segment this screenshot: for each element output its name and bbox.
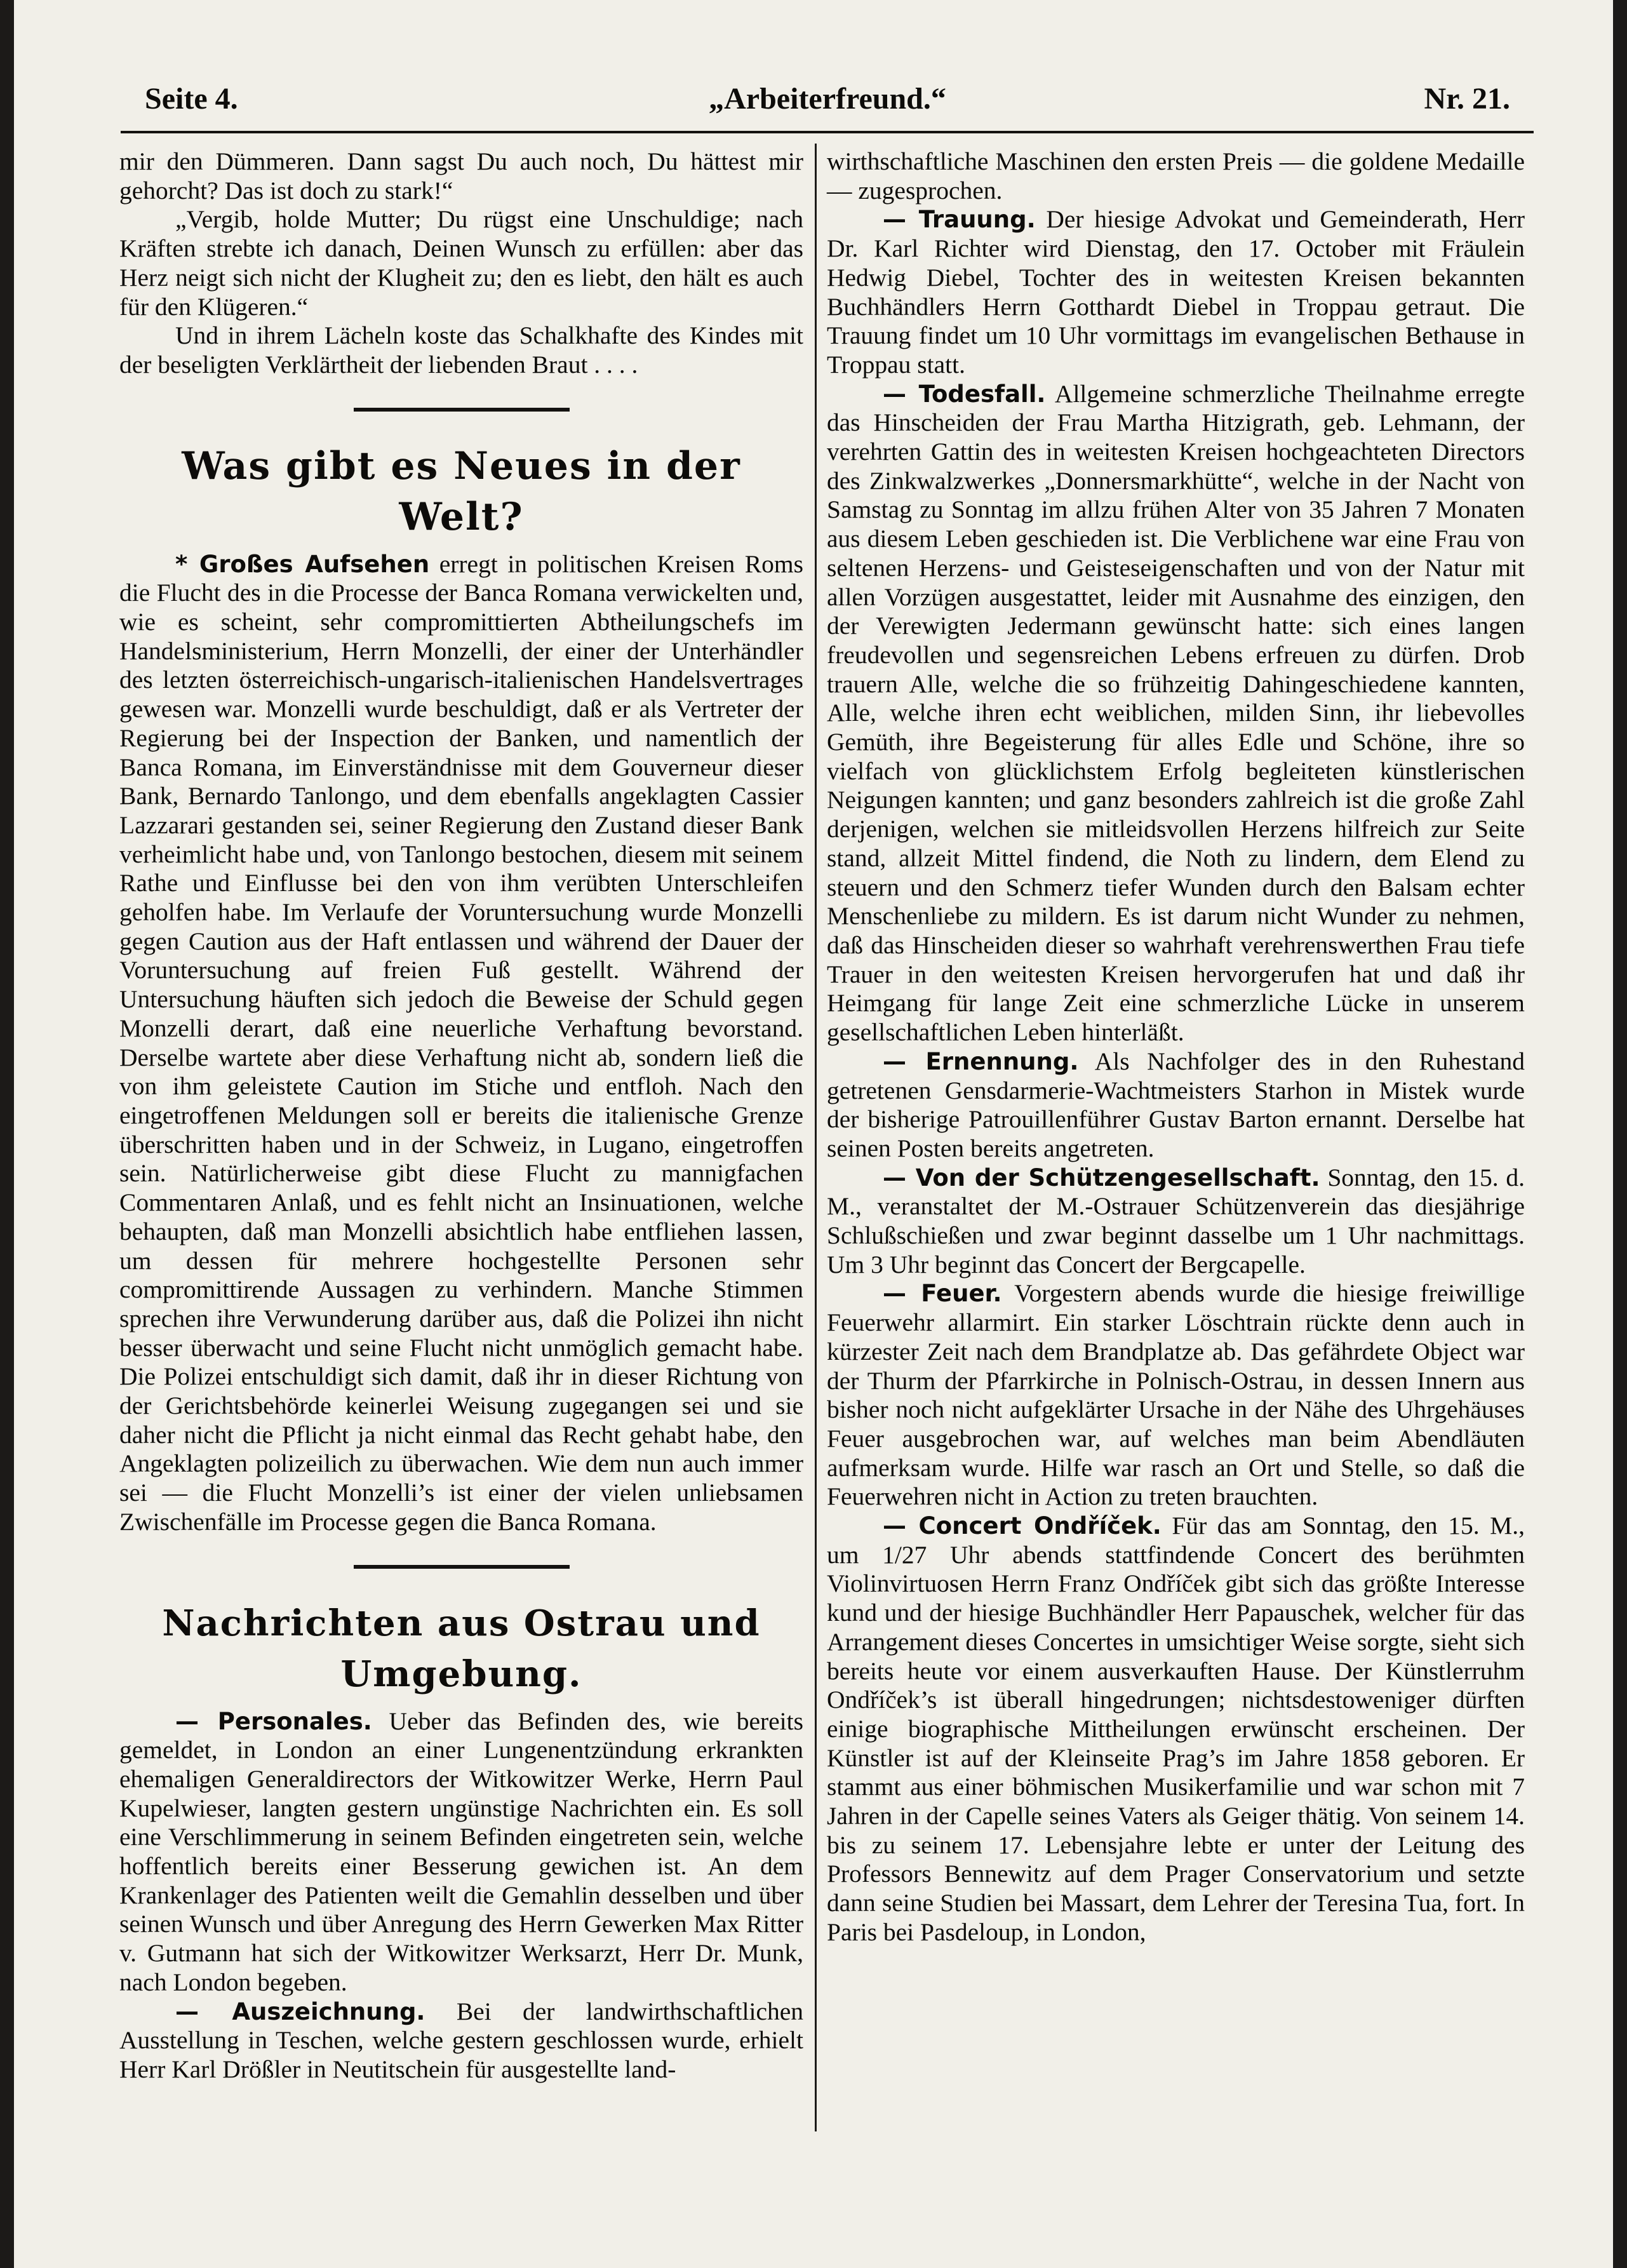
- left-column: [119, 147, 803, 2084]
- story-paragraph: „Vergib, holde Mutter; Du rügst eine Unschuldige; nach Kräften strebte ich danach, Deinen Wunsch zu erfüllen: aber das Herz neigt sich nicht der Klugheit zu; den es liebt, den hält es auch für den Klügeren.“: [119, 205, 803, 321]
- news-item: [827, 1164, 1525, 1280]
- news-item-keyword: — Trauung.: [883, 206, 1036, 234]
- news-item-keyword: — Todesfall.: [883, 380, 1046, 408]
- news-item: [119, 1997, 803, 2084]
- news-item-text: Sonntag, den 15. d. M., veranstaltet der M.-Ostrauer Schützenverein das diesjährige Schlußschießen und zwar beginnt dasselbe um 1 Uhr nachmittags. Um 3 Uhr beginnt das Concert der Bergcapelle.: [827, 1163, 1525, 1278]
- news-item-keyword: * Großes Aufsehen: [175, 550, 430, 578]
- section-title-local-news: Nachrichten aus Ostrau und Umgebung.: [162, 1602, 761, 1695]
- news-item-text: Für das am Sonntag, den 15. M., um 1/27 Uhr abends stattfindende Concert des berühmten Violinvirtuosen Herrn Franz Ondříček gibt sich das größte Interesse kund und der hiesige Buchhändler Herr Papauschek, welcher für das Arrangement dieses Concertes in umsichtiger Weise sorgte, sieht sich bereits heute vor einem ausverkauften Hause. Der Künstlerruhm Ondříček’s ist überall hingedrungen; nichtsdestoweniger dürften einige biographische Mittheilungen erwünscht erscheinen. Der Künstler ist auf der Kleinseite Prag’s im Jahre 1858 geboren. Er stammt aus einer böhmischen Musikerfamilie und war schon mit 7 Jahren in der Capelle seines Vaters als Geiger thätig. Von seinem 14. bis zu seinem 17. Lebensjahre lebte er unter der Leitung des Professors Bennewitz auf dem Prager Conservatorium und setzte dann seine Studien bei Massart, dem Lehrer der Teresina Tua, fort. In Paris bei Pasdeloup, in London,: [827, 1512, 1525, 1946]
- column-divider: [815, 144, 817, 2131]
- story-paragraph: Und in ihrem Lächeln koste das Schalkhafte des Kindes mit der beseligten Verklärtheit der liebenden Braut . . . .: [119, 321, 803, 379]
- story-paragraph: mir den Dümmeren. Dann sagst Du auch noch, Du hättest mir gehorcht? Das ist doch zu stark!“: [119, 147, 803, 205]
- news-item: [119, 550, 803, 1537]
- news-item: [827, 1512, 1525, 1947]
- section-title-world-news: Was gibt es Neues in der Welt?: [182, 443, 741, 539]
- news-item-text: erregt in politischen Kreisen Roms die Flucht des in die Processe der Banca Romana verwickelten und, wie es scheint, sehr compromittierten Abtheilungschefs im Handelsministerium, Herrn Monzelli, der einer der Unterhändler des letzten österreichisch-ungarisch-italienischen Handelsvertrages gewesen war. Monzelli wurde beschuldigt, daß er als Vertreter der Regierung bei der Inspection der Banken, und namentlich der Banca Romana, im Einverständnisse mit dem Gouverneur dieser Bank, Bernardo Tanlongo, und dem ebenfalls angeklagten Cassier Lazzarari gestanden sei, seiner Regierung den Zustand dieser Bank verheimlicht habe und, von Tanlongo bestochen, diesem mit seinem Rathe und Einflusse bei den von ihm verübten Unterschleifen geholfen habe. Im Verlaufe der Voruntersuchung wurde Monzelli gegen Caution aus der Haft entlassen und während der Dauer der Voruntersuchung auf freien Fuß gestellt. Während der Untersuchung häuften sich jedoch die Beweise der Schuld gegen Monzelli derart, daß eine neuerliche Verhaftung bevorstand. Derselbe wartete aber diese Verhaftung nicht ab, sondern ließ die von ihm geleistete Caution im Stiche und entfloh. Nach den eingetroffenen Meldungen soll er bereits die italienische Grenze überschritten haben und in der Schweiz, in Lugano, eingetroffen sein. Natürlicherweise gibt diese Flucht zu mannigfachen Commentaren Anlaß, und es fehlt nicht an Insinuationen, welche behaupten, daß man Monzelli absichtlich habe entfliehen lassen, um dessen für mehrere hochgestellte Personen sehr compromittirende Aussagen zu verhindern. Manche Stimmen sprechen ihre Verwunderung darüber aus, daß die Polizei ihn nicht besser überwacht und seine Flucht nicht unmöglich gemacht habe. Die Polizei entschuldigt sich damit, daß ihr in dieser Richtung von der Gerichtsbehörde keinerlei Weisung zugegangen sei und sie daher nicht die Pflicht ja nicht einmal das Recht gehabt habe, den Angeklagten polizeilich zu überwachen. Wie dem nun auch immer sei — die Flucht Monzelli’s ist einer der vielen unliebsamen Zwischenfälle im Processe gegen die Banca Romana.: [119, 549, 803, 1536]
- header-rule: [121, 131, 1534, 133]
- news-item-text: Allgemeine schmerzliche Theilnahme erregte das Hinscheiden der Frau Martha Hitzigrath, geb. Lehmann, der verehrten Gattin des in weitesten Kreisen hochgeachteten Directors des Zinkwalzwerkes „Donnersmarkhütte“, welche in der Nacht von Samstag zu Sonntag im allzu frühen Alter von 35 Jahren 7 Monaten aus diesem Leben geschieden ist. Die Verblichene war eine Frau von seltenen Herzens- und Geisteseigenschaften und von der Natur mit allen Vorzügen ausgestattet, leider mit Ausnahme des einzigen, den der Verewigten Jedermann gewünscht hatte: sich eines langen freudevollen und segensreichen Lebens erfreuen zu dürfen. Drob trauern Alle, welche die so frühzeitig Dahingeschiedene kannten, Alle, welche ihren echt weiblichen, milden Sinn, ihr liebevolles Gemüth, ihre Begeisterung für alles Edle und Schöne, ihre so vielfach von glücklichstem Erfolg begleiteten künstlerischen Neigungen kannten; und ganz besonders zahlreich ist die große Zahl derjenigen, welchen sie mitleidsvollen Herzens hilfreich zur Seite stand, allzeit Mittel findend, die Noth zu lindern, dem Elend zu steuern und den Schmerz tiefer Wunden durch den Balsam echter Menschenliebe zu mildern. Es ist darum nicht Wunder zu nehmen, daß das Hinscheiden dieser so wahrhaft verehrenswerthen Frau tiefe Trauer in den weitesten Kreisen hervorgerufen hat und daß ihr Heimgang für lange Zeit eine schmerzliche Lücke in unserem gesellschaftlichen Leben hinterläßt.: [827, 379, 1525, 1047]
- news-item-text: Vorgestern abends wurde die hiesige freiwillige Feuerwehr allarmirt. Ein starker Löschtrain rückte denn auch in kürzester Zeit nach dem Brandplatze ab. Das gefährdete Object war der Thurm der Pfarrkirche in Polnisch-Ostrau, in dessen Innern aus bisher noch nicht aufgeklärter Ursache in der Nähe des Uhrgehäuses Feuer ausgebrochen war, auf welches man beim Abendläuten aufmerksam wurde. Hilfe war rasch an Ort und Stelle, so daß die Feuerwehren nicht in Action zu treten brauchten.: [827, 1279, 1525, 1511]
- page-number: Seite 4.: [145, 82, 238, 116]
- section-separator: [354, 1565, 570, 1569]
- news-item-text: Der hiesige Advokat und Gemeinderath, Herr Dr. Karl Richter wird Dienstag, den 17. October mit Fräulein Hedwig Diebel, Tochter des in weitesten Kreisen bekannten Buchhändlers Herrn Gotthardt Diebel in Troppau getraut. Die Trauung findet um 10 Uhr vormittags im evangelischen Bethause in Troppau statt.: [827, 205, 1525, 379]
- news-item-keyword: — Ernennung.: [883, 1047, 1079, 1075]
- news-item-keyword: — Von der Schützengesellschaft.: [883, 1164, 1320, 1191]
- news-item-keyword: — Auszeichnung.: [175, 1997, 425, 2025]
- news-item: [827, 1279, 1525, 1512]
- news-item-text: Ueber das Befinden des, wie bereits gemeldet, in London an einer Lungenentzündung erkrankten ehemaligen Generaldirectors der Witkowitzer Werke, Herrn Paul Kupelwieser, langten gestern ungünstige Nachrichten ein. Es soll eine Verschlimmerung in seinem Befinden eingetreten sein, welche hoffentlich bereits einer Besserung gewichen ist. An dem Krankenlager des Patienten weilt die Gemahlin desselben und über seinen Wunsch und über Anregung des Herrn Gewerken Max Ritter v. Gutmann hat sich der Witkowitzer Werksarzt, Herr Dr. Munk, nach London begeben.: [119, 1707, 803, 1996]
- page-header: [145, 70, 1510, 127]
- issue-number: Nr. 21.: [1424, 82, 1510, 116]
- news-item-keyword: — Personales.: [175, 1707, 372, 1735]
- news-item-keyword: — Feuer.: [883, 1280, 1002, 1308]
- news-item: [827, 380, 1525, 1047]
- news-item-text: Bei der landwirthschaftlichen Ausstellung in Teschen, welche gestern geschlossen wurde, erhielt Herr Karl Drößler in Neutitschein für ausgestellte land-: [119, 1997, 804, 2083]
- news-item-keyword: — Concert Ondříček.: [883, 1512, 1162, 1540]
- news-item: [827, 1047, 1525, 1164]
- section-separator: [354, 408, 570, 412]
- news-item: [119, 1707, 803, 1997]
- news-item-text: Als Nachfolger des in den Ruhestand getretenen Gensdarmerie-Wachtmeisters Starhon in Mistek wurde der bisherige Patrouillenführer Gustav Barton ernannt. Derselbe hat seinen Posten bereits angetreten.: [827, 1047, 1525, 1162]
- continued-text: wirthschaftliche Maschinen den ersten Preis — die goldene Medaille — zugesprochen.: [827, 147, 1525, 205]
- newspaper-title: „Arbeiterfreund.“: [709, 82, 946, 116]
- news-item: [827, 205, 1525, 379]
- right-column: [827, 147, 1525, 1947]
